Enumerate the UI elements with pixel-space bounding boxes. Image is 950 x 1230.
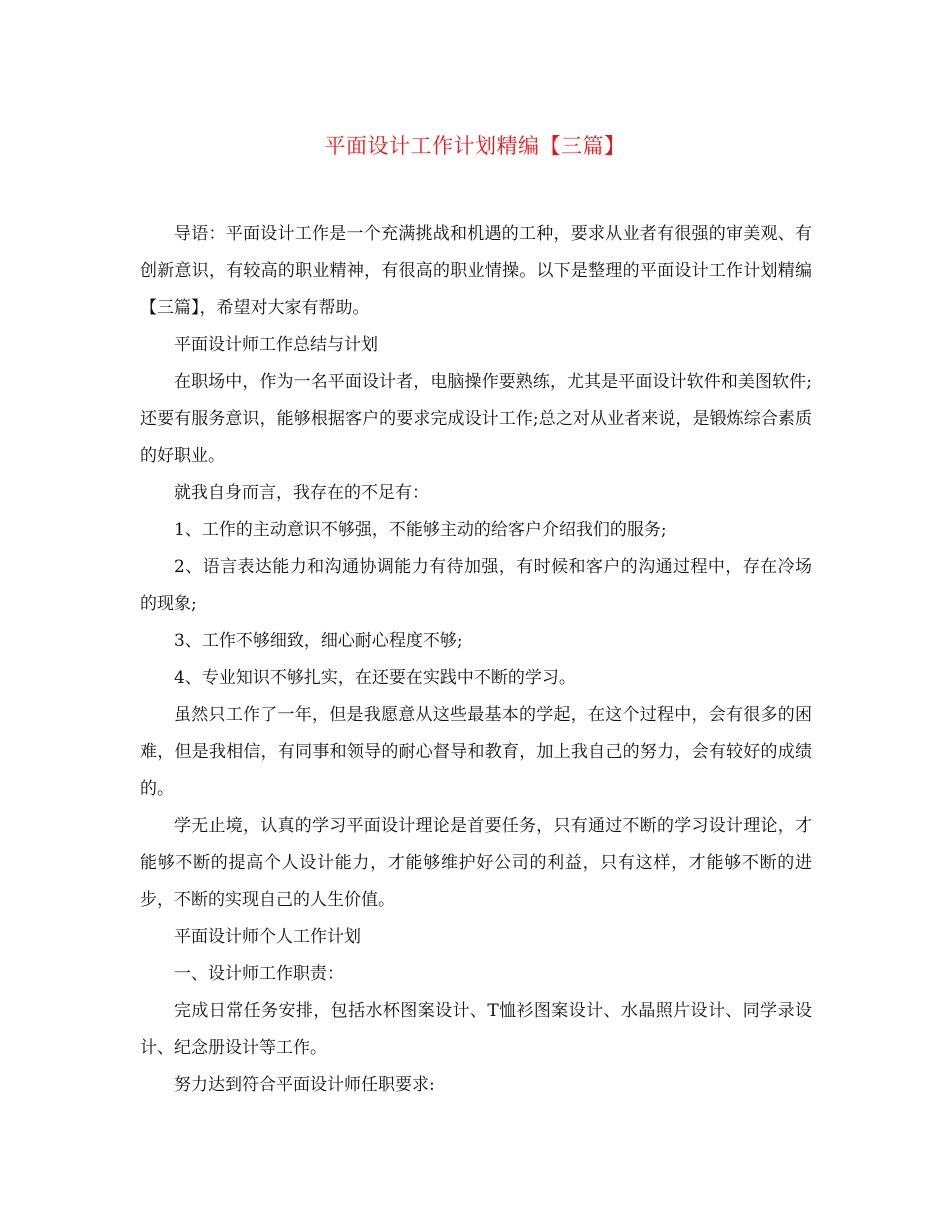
paragraph-daily-tasks: 完成日常任务安排，包括水杯图案设计、T恤衫图案设计、水晶照片设计、同学录设计、纪念册设计等工作。	[140, 1001, 812, 1058]
document-title: 平面设计工作计划精编【三篇】	[324, 134, 626, 158]
paragraph-first-year: 虽然只工作了一年，但是我愿意从这些最基本的学起，在这个过程中，会有很多的困难，但是我相信，有同事和领导的耐心督导和教育，加上我自己的努力，会有较好的成绩的。	[140, 705, 812, 799]
list-item-1: 1、工作的主动意识不够强，不能够主动的给客户介绍我们的服务;	[174, 520, 667, 540]
section-heading-summary-plan: 平面设计师工作总结与计划	[174, 335, 378, 355]
section-heading-personal-plan: 平面设计师个人工作计划	[174, 927, 361, 947]
paragraph-shortcomings-intro: 就我自身而言，我存在的不足有：	[174, 483, 429, 503]
list-item-3: 3、工作不够细致，细心耐心程度不够;	[174, 631, 463, 651]
paragraph-requirements: 努力达到符合平面设计师任职要求:	[174, 1075, 435, 1095]
paragraph-workplace: 在职场中，作为一名平面设计者，电脑操作要熟练，尤其是平面设计软件和美图软件;还要有服务意识，能够根据客户的要求完成设计工作;总之对从业者来说，是锻炼综合素质的好职业。	[140, 372, 812, 466]
document-body	[140, 216, 812, 1104]
list-item-2: 2、语言表达能力和沟通协调能力有待加强，有时候和客户的沟通过程中，存在冷场的现象;	[140, 557, 812, 614]
subheading-responsibilities: 一、设计师工作职责：	[174, 964, 344, 984]
list-item-4: 4、专业知识不够扎实，在还要在实践中不断的学习。	[174, 668, 576, 688]
intro-paragraph: 导语：平面设计工作是一个充满挑战和机遇的工种，要求从业者有很强的审美观、有创新意识，有较高的职业精神，有很高的职业情操。以下是整理的平面设计工作计划精编【三篇】，希望对大家有帮助。	[140, 224, 812, 318]
paragraph-learning: 学无止境，认真的学习平面设计理论是首要任务，只有通过不断的学习设计理论，才能够不断的提高个人设计能力，才能够维护好公司的利益，只有这样，才能够不断的进步，不断的实现自己的人生价值。	[140, 816, 812, 910]
